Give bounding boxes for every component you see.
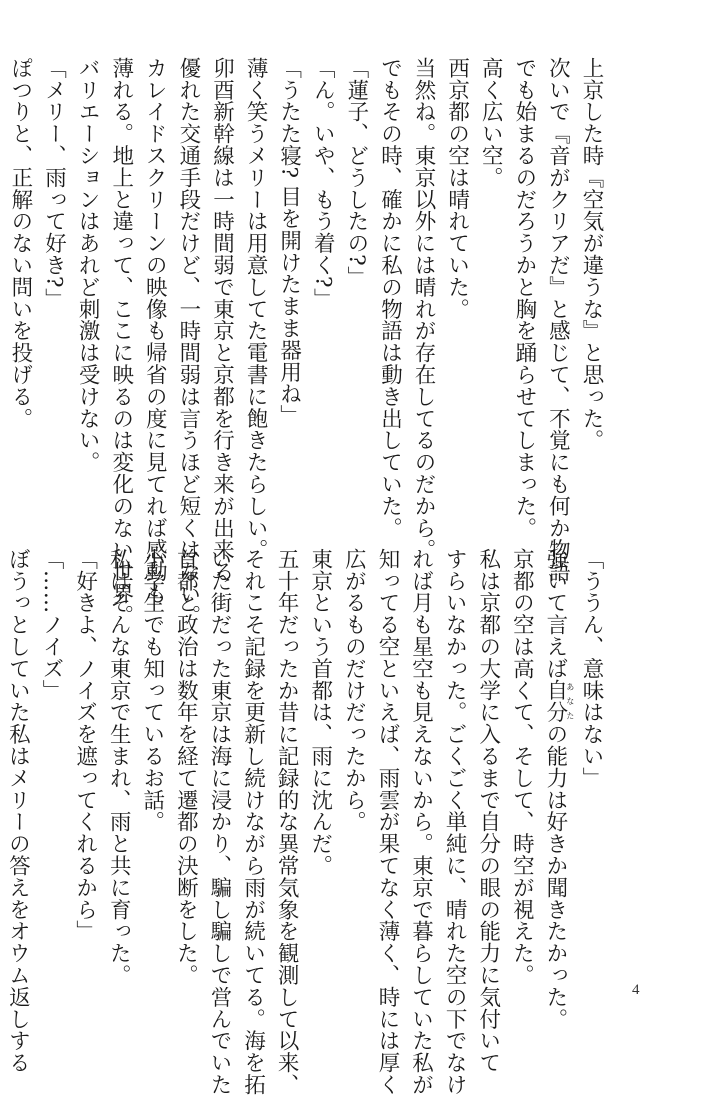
- text-line: れば月も星空も見えないから。東京で暮らしていた私が: [408, 548, 434, 1096]
- text-line: 次いで『音がクリアだ』と感じて、不覚にも何か物語: [545, 57, 571, 583]
- ruby-base: 自分: [542, 679, 568, 724]
- text-line: 「……ノイズ」: [39, 548, 64, 702]
- text-line: 西京都の空は晴れていた。: [444, 57, 470, 320]
- text-line: 卯酉新幹線は一時間弱で東京と京都を行き来が出来る: [209, 57, 235, 583]
- text-line: 小学生でも知っているお話。: [139, 548, 165, 833]
- text-line: 上京した時『空気が違うな』と思った。: [579, 57, 604, 452]
- ruby-reading: あなた: [565, 679, 575, 724]
- text-line: それこそ記録を更新し続けながら雨が続いてる。海を拓: [240, 548, 266, 1096]
- text-line: でもその時、確かに私の物語は動き出していた。: [377, 57, 403, 539]
- text-line: ぽつりと、正解のない問いを投げる。: [7, 57, 33, 430]
- page-number: 4: [632, 982, 640, 998]
- text-line: カレイドスクリーンの映像も帰省の度に見てれば感動も: [142, 57, 168, 605]
- text-line: 「ううん、意味はない」: [579, 548, 604, 789]
- text-segment: の能力は好きか聞きたかった。: [542, 723, 568, 1030]
- text-line: バリエーションはあれど刺激は受けない。: [75, 57, 101, 474]
- text-line-with-ruby: [538, 548, 575, 1030]
- text-segment: 強いて言えば: [542, 548, 568, 680]
- text-line: 私はそんな東京で生まれ、雨と共に育った。: [106, 548, 132, 986]
- text-line: でも始まるのだろうかと胸を踊らせてしまった。: [511, 57, 537, 539]
- text-line: 当然ね。東京以外には晴れが存在してるのだから。: [411, 57, 437, 561]
- text-line: 首都と政治は数年を経て遷都の決断をした。: [173, 548, 199, 986]
- text-line: 高く広い空。: [478, 57, 504, 189]
- text-line: 広がるものだけだったから。: [341, 548, 367, 833]
- text-line: ぼうっとしていた私はメリーの答えをオウム返しする: [5, 548, 31, 1074]
- text-line: いた街だった東京は海に浸かり、騙し騙しで営んでいた: [206, 548, 232, 1096]
- text-line: すらいなかった。ごくごく単純に、晴れた空の下でなけ: [442, 548, 468, 1096]
- text-line: 東京という首都は、雨に沈んだ。: [307, 548, 333, 877]
- text-line: 知ってる空といえば、雨雲が果てなく薄く、時には厚く: [374, 548, 400, 1096]
- text-block-lower: [0, 548, 608, 1096]
- text-line: 「うたた寝? 目を開けたまま器用ね」: [276, 57, 302, 427]
- text-line: 優れた交通手段だけど、一時間弱は言うほど短くはない。: [175, 57, 201, 627]
- text-line: 「好きよ、ノイズを遮ってくれるから」: [72, 548, 98, 943]
- text-line: 「ん。いや、もう着く?」: [310, 57, 336, 310]
- text-line: [0, 57, 3, 477]
- text-line: 私は京都の大学に入るまで自分の眼の能力に気付いて: [475, 548, 501, 1074]
- text-line: 京都の空は高くて、そして、時空が視えた。: [509, 548, 535, 986]
- ruby-annotation: [542, 679, 575, 724]
- text-line: 「蓮子、どうしたの?」: [343, 57, 369, 288]
- text-line: 五十年だったか昔に記録的な異常気象を観測して以来、: [274, 548, 300, 1096]
- text-line: 薄れる。地上と違って、ここに映るのは変化のない世界。: [108, 57, 134, 627]
- text-line: 薄く笑うメリーは用意してた電書に飽きたらしい。: [243, 57, 269, 561]
- text-line: 「メリー、雨って好き?」: [41, 57, 67, 310]
